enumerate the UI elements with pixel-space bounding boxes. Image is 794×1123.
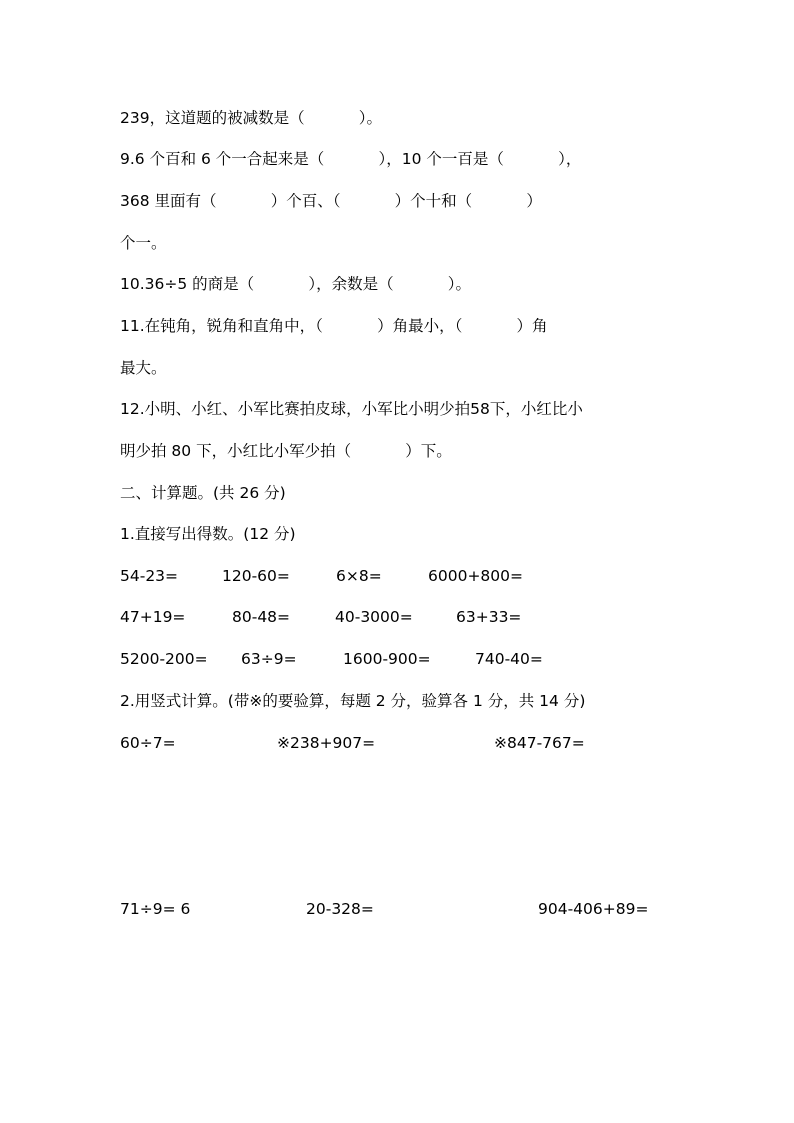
calc-item: 80-48= [232,608,291,626]
question-8-continuation: 239，这道题的被减数是（ ）。 [120,109,383,127]
question-12-end: 明少拍 80 下，小红比小军少拍（ ）下。 [120,442,452,460]
question-11: 11.在钝角，锐角和直角中，（ ）角最小，（ ）角 [120,317,548,335]
question-12: 12.小明、小红、小军比赛拍皮球，小军比小明少拍58下，小红比小 [120,400,583,418]
question-9-continuation: 368 里面有（ ）个百、（ ）个十和（ ） [120,192,542,210]
calc-item: 54-23= [120,567,179,585]
vertical-calc-item: 20-328= [306,900,374,918]
question-9-end: 个一。 [120,234,167,252]
vertical-calc-item: 904-406+89= [538,900,649,918]
question-10: 10.36÷5 的商是（ ），余数是（ ）。 [120,275,472,293]
calc-item: 47+19= [120,608,186,626]
vertical-calc-item: ※847-767= [494,734,585,752]
calc-item: 1600-900= [343,650,431,668]
calc-item: 5200-200= [120,650,208,668]
calc-item: 63÷9= [241,650,297,668]
calc-item: 63+33= [456,608,522,626]
section-2-q2-title: 2.用竖式计算。(带※的要验算，每题 2 分，验算各 1 分，共 14 分) [120,692,586,710]
question-9: 9.6 个百和 6 个一合起来是（ ），10 个一百是（ ）， [120,150,582,168]
calc-item: 6×8= [336,567,382,585]
calc-item: 40-3000= [335,608,413,626]
vertical-calc-item: ※238+907= [277,734,376,752]
calc-item: 120-60= [222,567,290,585]
calc-item: 740-40= [475,650,543,668]
section-2-q1-title: 1.直接写出得数。(12 分) [120,525,296,543]
section-2-title: 二、计算题。(共 26 分) [120,484,286,502]
calc-item: 6000+800= [428,567,524,585]
vertical-calc-item: 71÷9= 6 [120,900,191,918]
question-11-end: 最大。 [120,359,167,377]
vertical-calc-item: 60÷7= [120,734,176,752]
